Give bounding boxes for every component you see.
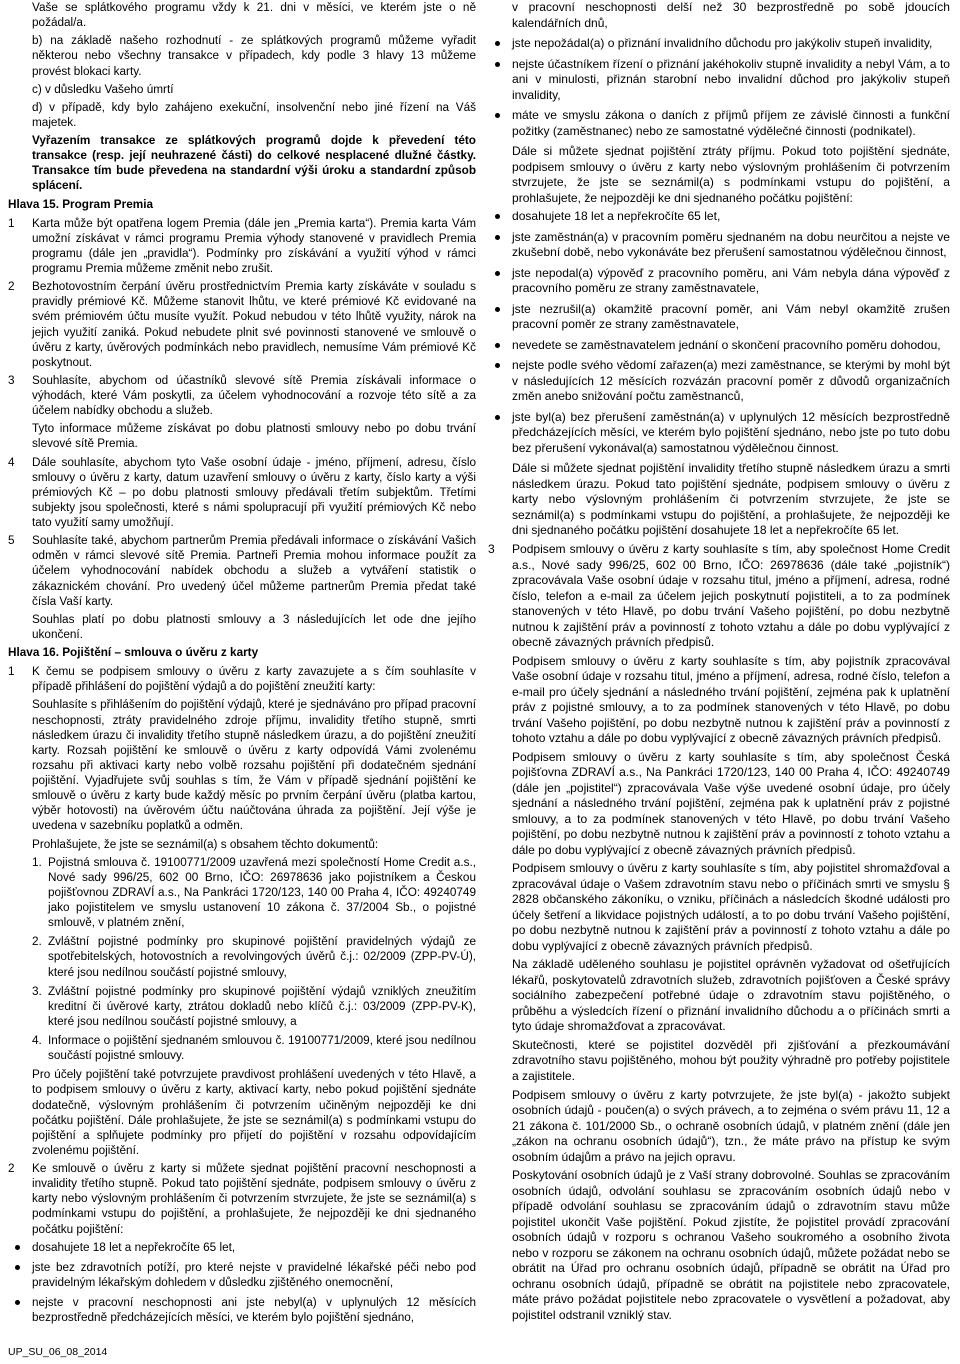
- article-text: Souhlasíte s přihlášením do pojištění výdajů, které je sjednáváno pro případ pracovní neschopnosti, ztráty pravidelného zdroje příjmu, invalidity třetího stupně, smrti následkem úrazu či invalidity třetího stupně následkem úrazu, a do pojištění zneužití karty. Rozsah pojištění ke smlouvě o úvěru z karty odpovídá Vámi zvolenému rozsahu při aktivaci karty nebo volbě rozsahu pojištění při dodatečném sjednání pojištění. Vyjadřujete svůj souhlas s tím, že Vám v případě sjednání pojištění ke smlouvě o úvěru z karty bude každý měsíc po prvním čerpání úvěru (platba kartou, výběr hotovosti) na úvěrovém účtu naúčtována úhrada za pojištění. Její výše je uvedena v sazebníku poplatků a odměn.: [32, 698, 476, 833]
- article-text: Poskytování osobních údajů je z Vaší strany dobrovolné. Souhlas se zpracováním osobních údajů, odvolání souhlasu se zpracováním osobních údajů nebo v případě odvolání souhlasu se zpracováním údajů o zdravotním stavu může pojistitel ukončit Vaše pojištění. Pokud zjistíte, že pojistitel provádí zpracování osobních údajů v rozporu s ochranou Vašeho soukromého a osobního života nebo v rozporu se zákonem na ochranu osobních údajů, můžete požádat nebo se obrátit na Úřad pro ochranu osobních údajů, případně se obrátit na Úřad pro ochranu osobních údajů, případně se obrátit na pojistitele nebo zpracovatele, máte právo požádat pojistitele nebo zpracovatele o vysvětlení a požadovat, aby pojistitel odstranil vzniklý stav.: [512, 1168, 950, 1322]
- article-text: Tyto informace můžeme získávat po dobu platnosti smlouvy nebo po dobu trvání slevové sítě Premia.: [32, 422, 476, 451]
- list-item: [32, 984, 476, 1029]
- list-item: [488, 410, 950, 457]
- list-item: [32, 1033, 476, 1063]
- article-number: 2: [8, 280, 15, 294]
- list-item: [488, 209, 950, 225]
- text-paragraph: d) v případě, kdy bylo zahájeno exekuční, insolvenční nebo jiné řízení na Váš majetek.: [32, 100, 476, 129]
- article-number: 1: [8, 216, 15, 230]
- left-column: [8, 0, 476, 1330]
- bullet-icon: [495, 62, 500, 67]
- document-list: [32, 855, 476, 1064]
- list-text: Pojistná smlouva č. 19100771/2009 uzavřená mezi společností Home Credit a.s., Nové sady 996/25, 602 00 Brno, IČO: 26978636 jako pojistníkem a Českou pojišťovnou ZDRAVÍ a.s., Na Pankráci 1720/123, 140 00 Praha 4, IČO: 49240749 jako pojistitelem ve smyslu ustanovení 10 zákona č. 37/2004 Sb., o pojistné smlouvě, v platném znění,: [48, 855, 476, 930]
- list-text: Zvláštní pojistné podmínky pro skupinové pojištění výdajů vzniklých zneužitím kreditní či úvěrové karty, ztrátou dokladů nebo klíčů č.j.: 03/2009 (ZPP-PV-K), které jsou nedílnou součástí pojistné smlouvy, a: [48, 984, 476, 1028]
- bullet-icon: [495, 113, 500, 118]
- list-text: jste nepodal(a) výpověď z pracovního poměru, ani Vám nebyla dána výpověď z pracovního poměru ze strany zaměstnavatele,: [512, 265, 950, 296]
- list-item: [32, 934, 476, 979]
- article-item: [8, 1161, 476, 1237]
- article-text: Prohlašujete, že jste se seznámil(a) s obsahem těchto dokumentů:: [32, 837, 379, 851]
- bullet-list: [488, 0, 950, 139]
- article-text: Ke smlouvě o úvěru z karty si můžete sjednat pojištění pracovní neschopnosti a invalidity třetího stupně. Pokud tato pojištění sjednáte, podpisem smlouvy o úvěru z karty nebo výslovným prohlášením či potvrzením stvrzujete, že jste se seznámil(a) s podmínkami vstupu do pojištění, a prohlašujete, že nejpozději ke dni sjednaného počátku pojištění:: [32, 1162, 476, 1236]
- text-paragraph: Vaše se splátkového programu vždy k 21. dni v měsíci, ve kterém jste o ně požádal/a.: [32, 1, 476, 30]
- list-text: jste zaměstnán(a) v pracovním poměru sjednaném na dobu neurčitou a nejste ve zkušební době, nebo vykonáváte bez přerušení samostatnou výdělečnou činnost,: [512, 229, 950, 260]
- article-number: 2: [8, 1162, 15, 1175]
- list-item: [488, 266, 950, 297]
- article-text: Skutečnosti, které se pojistitel dozvěděl při zjišťování a přezkoumávání zdravotního stavu pojištěného, mohou být použity výhradně pro potřeby pojistitele a zajistitele.: [512, 1037, 950, 1083]
- list-item: [488, 358, 950, 405]
- text-paragraph: b) na základě našeho rozhodnutí - ze splátkových programů můžeme vyřadit některou nebo všechny transakce v případech, kdy podle 3 hlavy 13 můžeme provést blokaci karty.: [32, 34, 476, 78]
- bold-paragraph: Vyřazením transakce ze splátkových programů dojde k převedení této transakce (resp. její neuhrazené části) do celkové nesplacené dlužné částky. Transakce tím bude převedena na standardní výši úroku a standardní způsob splácení.: [32, 134, 476, 193]
- list-text: Informace o pojištění sjednaném smlouvou č. 19100771/2009, které jsou nedílnou součástí pojistné smlouvy.: [48, 1034, 476, 1063]
- list-number: 1.: [32, 855, 42, 869]
- list-text: jste byl(a) bez přerušení zaměstnán(a) v uplynulých 12 měsících bezprostředně předcházejících měsíci, ve kterém bylo pojištění sjednáno, nebo jste po tuto dobu bez přerušení vykonával(a) samostatnou výdělečnou činnost.: [512, 409, 950, 455]
- list-text: nejste podle svého vědomí zařazen(a) mezi zaměstnance, se kterými by mohl být v následujících 12 měsících rozvázán pracovní poměr z důvodů organizačních změn anebo snižování počtu zaměstnanců,: [512, 358, 950, 404]
- bullet-icon: [15, 1300, 20, 1305]
- bullet-list: [488, 209, 950, 456]
- list-text: Zvláštní pojistné podmínky pro skupinové pojištění pravidelných výdajů ze spotřebitelských, hotovostních a revolvingových úvěrů č.j.: 02/2009 (ZPP-PV-Ú), které jsou nedílnou součástí pojistné smlouvy,: [48, 935, 476, 979]
- footer-code: UP_SU_06_08_2014: [8, 1346, 108, 1358]
- article-text: Dále souhlasíte, abychom tyto Vaše osobní údaje - jméno, příjmení, adresu, číslo smlouvy o úvěru z karty, datum uzavření smlouvy o úvěru z karty, číslo karty a výši prémiových Kč – po dobu platnosti smlouvy předávali třetím subjektům. Třetími subjekty jsou společnosti, které s námi spolupracují při využití prémiových Kč nebo tato využití samy umožňují.: [32, 455, 476, 529]
- bullet-icon: [495, 307, 500, 312]
- bullet-icon: [495, 271, 500, 276]
- list-text: v pracovní neschopnosti delší než 30 bezprostředně po sobě jdoucích kalendářních dnů,: [512, 0, 950, 30]
- list-item: [32, 855, 476, 931]
- list-item: [488, 230, 950, 261]
- list-text: jste nezrušil(a) okamžitě pracovní poměr, ani Vám nebyl okamžitě zrušen pracovní poměr ze strany zaměstnavatele,: [512, 301, 950, 332]
- article-text: Karta může být opatřena logem Premia (dále jen „Premia karta“). Premia karta Vám umožní získávat v rámci programu Premia výhody stanovené v pravidlech Premia programu (dále jen „pravidla“). Podmínky pro získávání a využití výhod v rámci programu Premia můžeme změnit nebo zrušit.: [32, 216, 476, 275]
- list-text: nejste účastníkem řízení o přiznání jakéhokoliv stupně invalidity a nebyl Vám, a to ani v minulosti, přiznán starobní nebo invalidní důchod pro jakýkoliv stupeň invalidity,: [512, 56, 950, 102]
- list-item: [488, 36, 950, 52]
- list-text: jste bez zdravotních potíží, pro které nejste v pravidelné lékařské péči nebo pod pravidelným lékařským dohledem v důsledku zjištěného onemocnění,: [32, 1260, 476, 1289]
- article-number: 3: [8, 373, 15, 387]
- article-text: Pro účely pojištění také potvrzujete pravdivost prohlášení uvedených v této Hlavě, a to podpisem smlouvy o úvěru z karty, aktivací karty, nebo pokud pojištění sjednáte dodatečně, výslovným prohlášením či potvrzením učiněným nejpozději ke dni počátku pojištění. Dále prohlašujete, že jste se seznámil(a) s podmínkami vstupu do pojištění a splňujete podmínky pro přijetí do pojištění v rozsahu odpovídajícím zvolenému pojištění.: [32, 1068, 476, 1157]
- bullet-icon: [15, 1245, 20, 1250]
- list-item: [8, 1240, 476, 1255]
- bullet-icon: [495, 363, 500, 368]
- list-text: nejste v pracovní neschopnosti ani jste nebyl(a) v uplynulých 12 měsících bezprostředně předcházejících měsíci, ve kterém bylo pojištění sjednáno,: [32, 1296, 476, 1325]
- list-item: [488, 302, 950, 333]
- article-text: Podpisem smlouvy o úvěru z karty souhlasíte s tím, aby společnost Česká pojišťovna ZDRAVÍ a.s., Na Pankráci 1720/123, 140 00 Praha 4, IČO: 49240749 (dále jen „pojistitel“) zpracovávala Vaše výše uvedené osobní údaje, pro účely sjednání a následného trvání pojištění, zejména pak k uplatnění práv z pojistné smlouvy, a to za podmínek stanovených v této Hlavě, po dobu trvání Vašeho pojištění, po dobu nezbytně nutnou k zajištění práv a povinností z tohoto vztahu a dále po dobu vyplývající z obecně závazných právních předpisů.: [512, 749, 950, 857]
- bullet-list: [8, 1240, 476, 1326]
- article-text: Souhlasíte také, abychom partnerům Premia předávali informace o získávání Vašich odměn v rámci slevové sítě Premia. Partneři Premia mohou informace použít za účelem vyhodnocování nabídek obchodu a služeb a vytváření statistik o zákaznickém chování. Pro uvedený účel můžeme partnerům Premia předat také čísla Vaší karty.: [32, 534, 476, 608]
- bullet-icon: [15, 1265, 20, 1270]
- text-paragraph: Dále si můžete sjednat pojištění ztráty příjmu. Pokud toto pojištění sjednáte, podpisem smlouvy o úvěru z karty nebo výslovným prohlášením či potvrzením stvrzujete, že jste se seznámil(a) s podmínkami vstupu do pojištění, a prohlašujete, že nejpozději ke dni sjednaného počátku pojištění:: [512, 144, 950, 205]
- article-item: [8, 279, 476, 370]
- article-item: [8, 664, 476, 1158]
- article-text: Podpisem smlouvy o úvěru z karty potvrzujete, že jste byl(a) - jakožto subjekt osobních údajů - poučen(a) o svých právech, a to zejména o svém právu 11, 12 a 21 zákona č. 101/2000 Sb., o ochraně osobních údajů, v platném znění (dále jen „zákon na ochranu osobních údajů“), tzn., že máte právo na přístup ke svým osobním údajům a právo na jejich opravu.: [512, 1087, 950, 1164]
- article-text: Souhlasíte, abychom od účastníků slevové sítě Premia získávali informace o výhodách, které Vám poskytli, za účelem vyhodnocování a rozvoje této sítě a za účelem nabídky obchodu a služeb.: [32, 373, 476, 418]
- article-text: Souhlas platí po dobu platnosti smlouvy a 3 následujících let ode dne jejího ukončení.: [32, 612, 476, 641]
- article-text: Podpisem smlouvy o úvěru z karty souhlasíte s tím, aby pojistník zpracovával Vaše osobní údaje v rozsahu titul, jméno a příjmení, adresa, rodné číslo, telefon a e-mail pro účely sjednání a následného trvání pojištění, zejména pak k uplatnění práv z pojistné smlouvy, a to za podmínek stanovených v této Hlavě, po dobu trvání Vašeho pojištění, po dobu nezbytně nutnou k zajištění práv a povinností z tohoto vztahu a dále po dobu vyplývající z obecně závazných právních předpisů.: [512, 653, 950, 746]
- bullet-icon: [495, 41, 500, 46]
- heading-hlava-15: Hlava 15. Program Premia: [8, 197, 153, 211]
- list-item: [488, 57, 950, 104]
- text-paragraph: c) v důsledku Vašeho úmrtí: [32, 82, 174, 96]
- list-item: [488, 338, 950, 354]
- article-text: Podpisem smlouvy o úvěru z karty souhlasíte s tím, aby společnost Home Credit a.s., Nové sady 996/25, 602 00 Brno, IČO: 26978636 (dále také „pojistník“) zpracovávala Vaše osobní údaje v rozsahu titul, jméno a příjmení, adresa, rodné číslo, telefon a e-mail za účelem jejich poskytnutí pojistiteli, a to za podmínek stanovených v této Hlavě, po dobu trvání Vašeho pojištění, po dobu nezbytně nutnou k zajištění práv a povinností z tohoto vztahu a dále po dobu vyplývající z obecně závazných právních předpisů.: [512, 541, 950, 650]
- article-item: [8, 455, 476, 531]
- list-text: jste nepožádal(a) o přiznání invalidního důchodu pro jakýkoliv stupeň invalidity,: [512, 36, 933, 51]
- article-item: [488, 542, 950, 1323]
- article-text: K čemu se podpisem smlouvy o úvěru z karty zavazujete a s čím souhlasíte v případě přihlášení do pojištění výdajů a do pojištění zneužití karty:: [32, 665, 476, 694]
- right-column: [488, 0, 950, 1326]
- heading-hlava-16: Hlava 16. Pojištění – smlouva o úvěru z karty: [8, 646, 259, 659]
- article-number: 3: [488, 541, 495, 556]
- article-item: [8, 533, 476, 642]
- list-item: [8, 1295, 476, 1325]
- list-item-continuation: [488, 0, 950, 31]
- article-number: 5: [8, 534, 15, 548]
- article-item: [8, 373, 476, 452]
- bullet-icon: [495, 235, 500, 240]
- article-number: 1: [8, 665, 15, 679]
- bullet-icon: [495, 214, 500, 219]
- list-number: 4.: [32, 1034, 42, 1047]
- list-item: [8, 1260, 476, 1290]
- article-number: 4: [8, 455, 15, 469]
- list-item: [488, 108, 950, 139]
- list-number: 2.: [32, 935, 42, 949]
- article-text: Bezhotovostním čerpání úvěru prostřednictvím Premia karty získáváte v souladu s pravidly prémiové Kč. Můžeme stanovit lhůtu, ve které prémiové Kč evidované na svém prémiovém účtu musíte využít. Pokud nebudou v této lhůtě využity, nárok na jejich využití zaniká. Pokud nebudete plnit své povinnosti stanovené ve smlouvě o úvěru z karty, úvěrových podmínkách nebo pravidlech, nemusíme Vám prémiové Kč poskytnout.: [32, 280, 476, 369]
- article-item: [8, 216, 476, 277]
- list-text: dosahujete 18 let a nepřekročíte 65 let,: [32, 1240, 236, 1254]
- text-paragraph: Dále si můžete sjednat pojištění invalidity třetího stupně následkem úrazu a smrti následkem úrazu. Pokud tato pojištění sjednáte, podpisem smlouvy o úvěru z karty nebo výslovným prohlášením či potvrzením stvrzujete, že jste se seznámil(a) s podmínkami vstupu do pojištění, a prohlašujete, že nejpozději ke dni sjednaného počátku pojištění dosahujete 18 let a nepřekročíte 65 let.: [512, 461, 950, 538]
- list-number: 3.: [32, 984, 42, 998]
- article-text: Na základě uděleného souhlasu je pojistitel oprávněn vyžadovat od ošetřujících lékařů, poskytovatelů zdravotních služeb, zdravotních pojišťoven a České správy sociálního zabezpečení potřebné údaje o zdravotním stavu pojištěného, o průběhu a výsledcích řízení o přiznání invalidního důchodu a o příčinách smrti a tyto údaje shromažďovat a zpracovávat.: [512, 957, 950, 1034]
- article-text: Podpisem smlouvy o úvěru z karty souhlasíte s tím, aby pojistitel shromažďoval a zpracovával údaje o Vašem zdravotním stavu nebo o příčinách smrti ve smyslu § 2828 občanského zákoníku, o vzniku, příčinách a následcích škodné události pro účely šetření a likvidace pojistných událostí, a to po dobu trvání Vašeho pojištění, po dobu nezbytně nutnou k zajištění práv a povinností z tohoto vztahu a dále po dobu vyplývající z obecně závazných právních předpisů.: [512, 861, 950, 953]
- bullet-icon: [495, 415, 500, 420]
- bullet-icon: [495, 343, 500, 348]
- art14-continuation: [8, 0, 476, 194]
- list-text: dosahujete 18 let a nepřekročíte 65 let,: [512, 209, 721, 224]
- list-text: nevedete se zaměstnavatelem jednání o skončení pracovního poměru dohodou,: [512, 337, 941, 352]
- list-text: máte ve smyslu zákona o daních z příjmů příjem ze závislé činnosti a funkční požitky (zaměstnanec) nebo ze samostatné výdělečné činnosti (podnikatel).: [512, 108, 950, 138]
